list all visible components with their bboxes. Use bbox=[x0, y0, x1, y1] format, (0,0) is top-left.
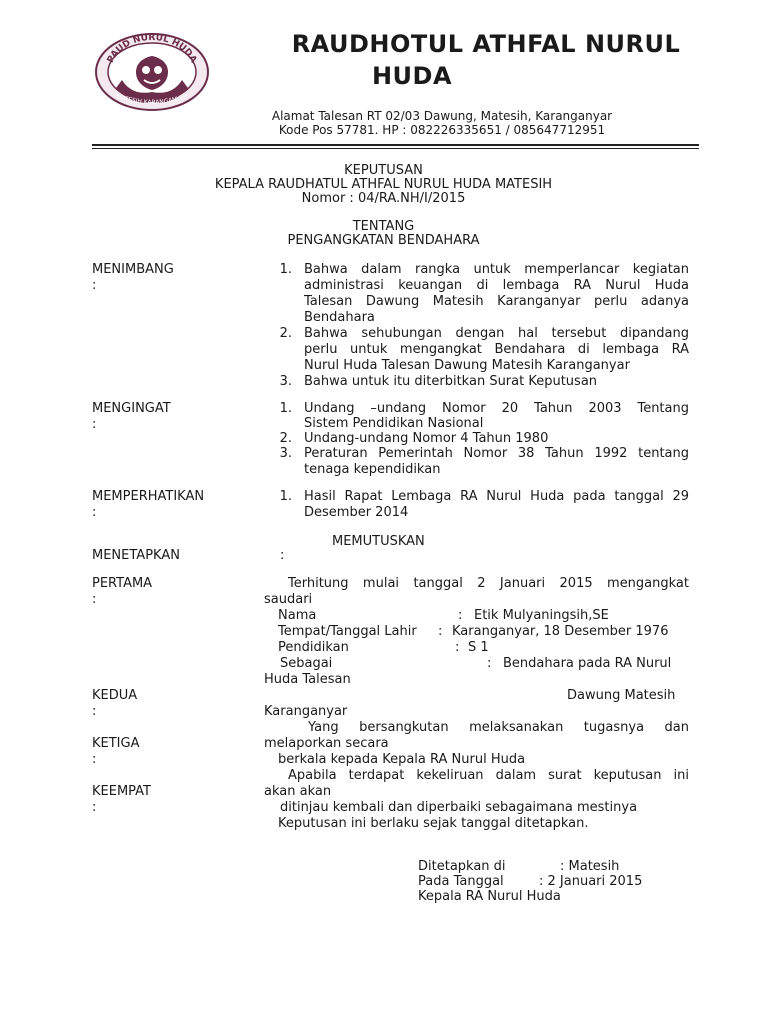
mengingat-item-number: 1. bbox=[279, 401, 292, 416]
menimbang-item-line: perlu untuk mengangkat Bendahara di lembaga RA bbox=[304, 342, 689, 357]
decree-heading: KEPUTUSAN bbox=[344, 163, 423, 178]
about-subject: PENGANGKATAN BENDAHARA bbox=[287, 233, 480, 248]
memperhatikan-item-line: Hasil Rapat Lembaga RA Nurul Huda pada tanggal 29 bbox=[304, 489, 689, 504]
menimbang-colon: : bbox=[92, 278, 97, 293]
signature-date-value: : 2 Januari 2015 bbox=[539, 874, 643, 889]
mengingat-item-line: Peraturan Pemerintah Nomor 38 Tahun 1992 tentang bbox=[304, 446, 689, 461]
menimbang-item-line: Bahwa dalam rangka untuk memperlancar kegiatan bbox=[304, 262, 689, 277]
mengingat-label: MENGINGAT bbox=[92, 401, 171, 416]
menimbang-item-line: Talesan Dawung Matesih Karanganyar perlu adanya bbox=[304, 294, 689, 309]
field-colon: : bbox=[455, 640, 460, 655]
field-colon: : bbox=[487, 656, 492, 671]
kedua-place: Dawung Matesih bbox=[567, 688, 676, 703]
memperhatikan-item-number: 1. bbox=[279, 489, 292, 504]
pertama-line1: Terhitung mulai tanggal 2 Januari 2015 mengangkat bbox=[288, 576, 689, 591]
body-akan: akan akan bbox=[264, 784, 332, 799]
logo-top-text: PAUD NURUL HUDA bbox=[105, 32, 199, 65]
body-berlaku: Keputusan ini berlaku sejak tanggal ditetapkan. bbox=[278, 816, 589, 831]
mengingat-colon: : bbox=[92, 417, 97, 432]
memperhatikan-colon: : bbox=[92, 505, 97, 520]
menimbang-item-line: Nurul Huda Talesan Dawung Matesih Karanganyar bbox=[304, 358, 630, 373]
kedua-colon: : bbox=[92, 704, 97, 719]
body-melaporkan: melaporkan secara bbox=[264, 736, 389, 751]
header-divider-thin bbox=[92, 148, 699, 149]
mengingat-item-line: tenaga kependidikan bbox=[304, 462, 441, 477]
body-ditinjau: ditinjau kembali dan diperbaiki sebagaimana mestinya bbox=[280, 800, 638, 815]
field-colon: : bbox=[438, 624, 443, 639]
header-divider bbox=[92, 144, 699, 146]
field-label: Sebagai bbox=[280, 656, 333, 671]
pertama-colon: : bbox=[92, 592, 97, 607]
about-label: TENTANG bbox=[352, 219, 415, 234]
menimbang-item-line: Bendahara bbox=[304, 310, 375, 325]
mengingat-item-line: Undang-undang Nomor 4 Tahun 1980 bbox=[304, 431, 549, 446]
menimbang-item-number: 3. bbox=[279, 374, 292, 389]
signature-set-value: : Matesih bbox=[560, 859, 620, 874]
mengingat-item-number: 2. bbox=[279, 431, 292, 446]
decree-issuer: KEPALA RAUDHATUL ATHFAL NURUL HUDA MATESIH bbox=[214, 177, 553, 192]
signature-date-label: Pada Tanggal bbox=[418, 874, 504, 889]
field-value: Etik Mulyaningsih,SE bbox=[474, 608, 609, 623]
logo-bottom-text: MATESIH KARANGANYAR bbox=[115, 92, 189, 107]
menimbang-item-line: Bahwa untuk itu diterbitkan Surat Keputusan bbox=[304, 374, 598, 389]
address-line1: Alamat Talesan RT 02/03 Dawung, Matesih, Karanganyar bbox=[271, 109, 613, 123]
keempat-colon: : bbox=[92, 800, 97, 815]
signature-set-label: Ditetapkan di bbox=[418, 859, 506, 874]
mengingat-item-line: Sistem Pendidikan Nasional bbox=[304, 416, 484, 431]
ketiga-colon: : bbox=[92, 752, 97, 767]
memutuskan-heading: MEMUTUSKAN bbox=[332, 534, 425, 549]
body-yang: Yang bersangkutan melaksanakan tugasnya dan bbox=[308, 720, 689, 735]
menimbang-item-number: 1. bbox=[279, 262, 292, 277]
field-value: S 1 bbox=[468, 640, 489, 655]
signature-title: Kepala RA Nurul Huda bbox=[418, 889, 561, 904]
memperhatikan-label: MEMPERHATIKAN bbox=[92, 489, 205, 504]
pertama-after: Huda Talesan bbox=[264, 672, 351, 687]
body-berkala: berkala kepada Kepala RA Nurul Huda bbox=[278, 752, 526, 767]
field-label: Tempat/Tanggal Lahir bbox=[278, 624, 417, 639]
keempat-label: KEEMPAT bbox=[92, 784, 152, 799]
field-label: Nama bbox=[278, 608, 317, 623]
field-colon: : bbox=[458, 608, 463, 623]
field-value: Bendahara pada RA Nurul bbox=[503, 656, 672, 671]
menetapkan-label: MENETAPKAN bbox=[92, 548, 180, 563]
pertama-line2: saudari bbox=[264, 592, 313, 607]
menimbang-item-number: 2. bbox=[279, 326, 292, 341]
menimbang-label: MENIMBANG bbox=[92, 262, 174, 277]
field-value: Karanganyar, 18 Desember 1976 bbox=[452, 624, 669, 639]
memperhatikan-item-line: Desember 2014 bbox=[304, 505, 409, 520]
mengingat-item-line: Undang –undang Nomor 20 Tahun 2003 Tentang bbox=[304, 401, 689, 416]
school-name-line1: RAUDHOTUL ATHFAL NURUL bbox=[291, 30, 681, 58]
kedua-label: KEDUA bbox=[92, 688, 138, 703]
address-line2: Kode Pos 57781. HP : 082226335651 / 085647712951 bbox=[278, 123, 606, 137]
body-apabila: Apabila terdapat kekeliruan dalam surat keputusan ini bbox=[288, 768, 689, 783]
pertama-label: PERTAMA bbox=[92, 576, 153, 591]
ketiga-label: KETIGA bbox=[92, 736, 140, 751]
menimbang-item-line: administrasi keuangan di lembaga RA Nurul Huda bbox=[304, 278, 689, 293]
menimbang-item-line: Bahwa sehubungan dengan hal tersebut dipandang bbox=[304, 326, 689, 341]
kedua-line2: Karanganyar bbox=[264, 704, 348, 719]
school-name-line2: HUDA bbox=[371, 62, 453, 90]
school-logo-emblem-icon bbox=[92, 30, 212, 114]
field-label: Pendidikan bbox=[278, 640, 349, 655]
decree-number: Nomor : 04/RA.NH/I/2015 bbox=[301, 191, 466, 206]
menetapkan-colon: : bbox=[280, 548, 285, 563]
mengingat-item-number: 3. bbox=[279, 446, 292, 461]
school-logo bbox=[92, 30, 212, 114]
